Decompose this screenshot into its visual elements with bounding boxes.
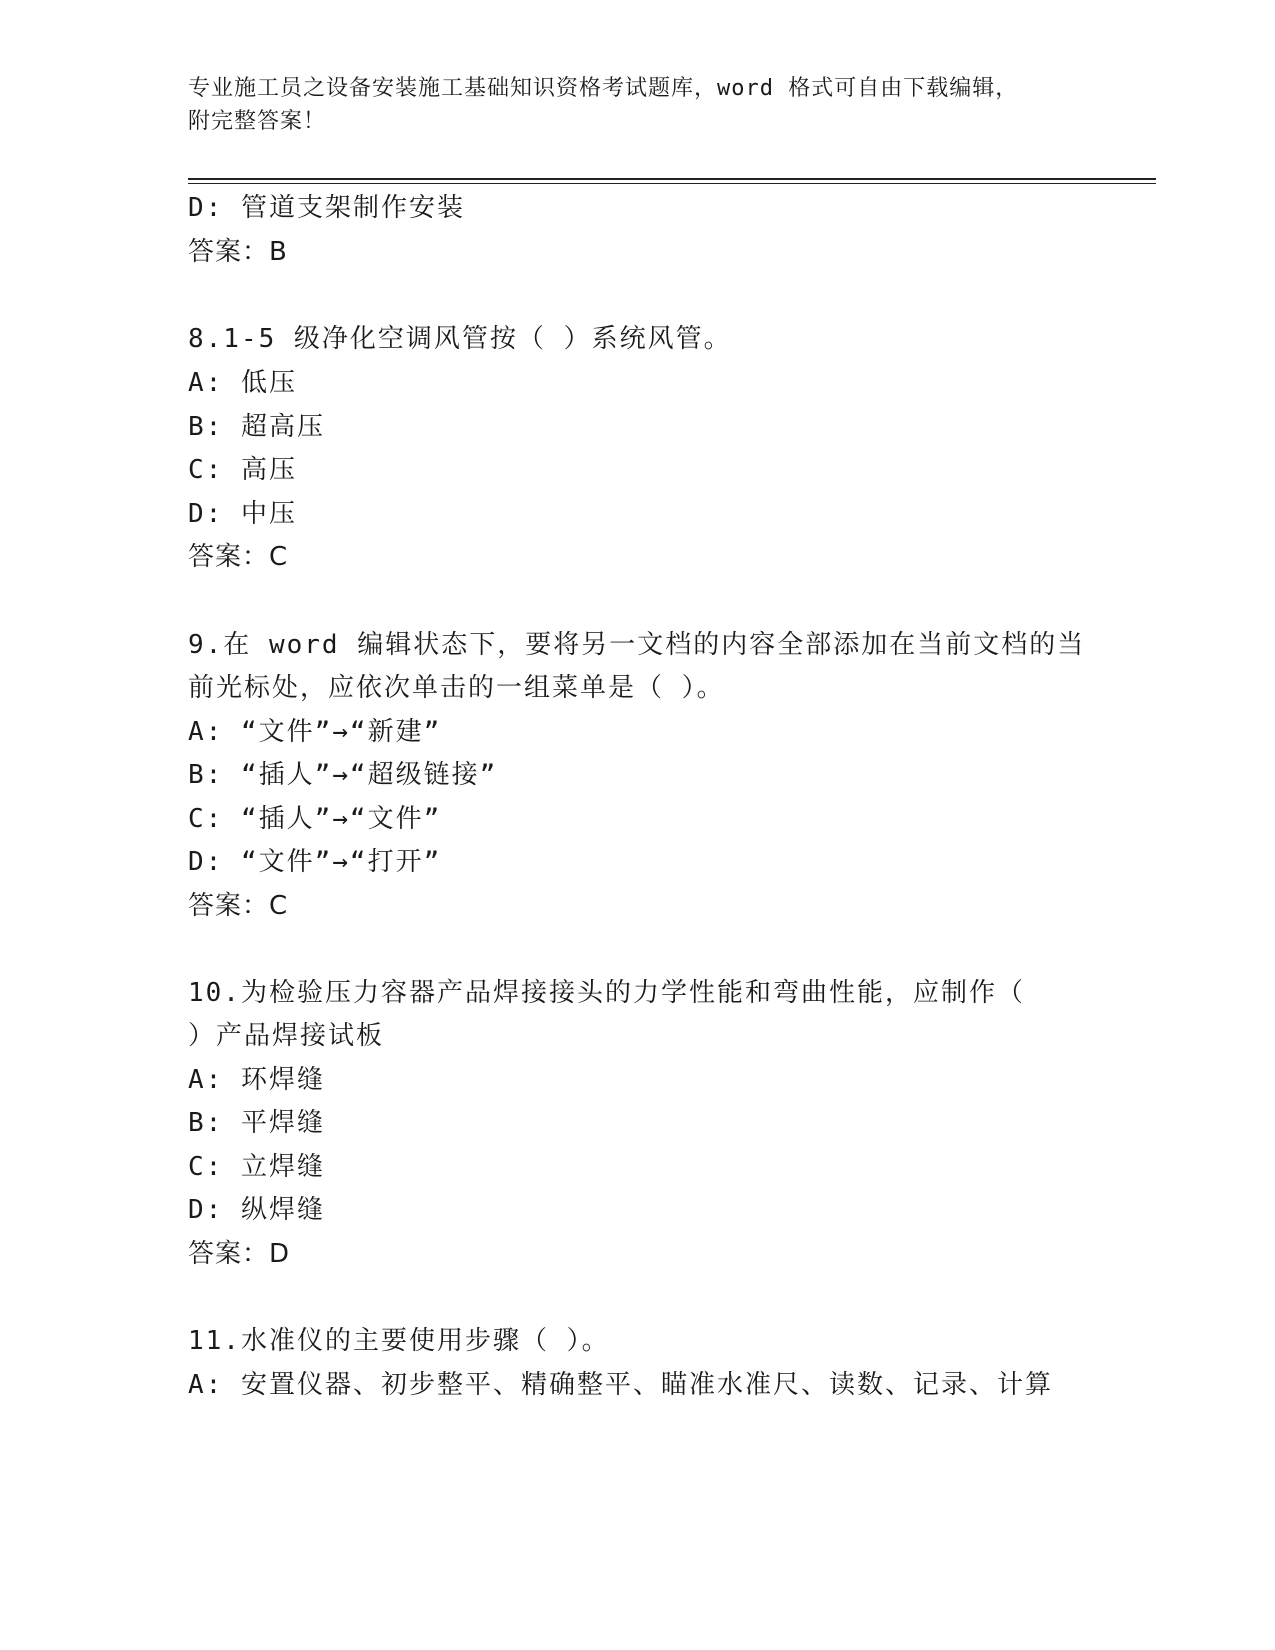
q9-option-c: C: “插人”→“文件”: [188, 804, 442, 834]
document-header: [188, 72, 1068, 138]
q9-answer: 答案：C: [188, 891, 289, 921]
q8-option-b: B: 超高压: [188, 412, 325, 442]
q8-option-d: D: 中压: [188, 499, 297, 529]
q10-option-b: B: 平焊缝: [188, 1108, 325, 1138]
q8-stem: 8.1-5 级净化空调风管按（ ）系统风管。: [188, 324, 732, 354]
q10-answer: 答案：D: [188, 1239, 291, 1269]
q10-option-a: A: 环焊缝: [188, 1065, 325, 1095]
q8-answer: 答案：C: [188, 542, 289, 572]
q8-option-a: A: 低压: [188, 368, 297, 398]
q9-option-a: A: “文件”→“新建”: [188, 717, 442, 747]
q9-option-d: D: “文件”→“打开”: [188, 847, 442, 877]
q9-stem-line-1: 9.在 word 编辑状态下，要将另一文档的内容全部添加在当前文档的当: [188, 630, 1086, 660]
header-line-1: 专业施工员之设备安装施工基础知识资格考试题库，word 格式可自由下载编辑，: [188, 76, 1019, 101]
q10-stem-line-1: 10.为检验压力容器产品焊接接头的力学性能和弯曲性能，应制作（: [188, 978, 1025, 1008]
q7-answer: 答案：B: [188, 237, 288, 267]
q10-option-d: D: 纵焊缝: [188, 1195, 325, 1225]
q9-stem-line-2: 前光标处，应依次单击的一组菜单是（ ）。: [188, 673, 725, 703]
q11-option-a: A: 安置仪器、初步整平、精确整平、瞄准水准尺、读数、记录、计算: [188, 1370, 1053, 1400]
q7-option-d: D: 管道支架制作安装: [188, 193, 465, 223]
header-line-2: 附完整答案！: [188, 109, 327, 134]
q9-option-b: B: “插人”→“超级链接”: [188, 760, 498, 790]
q11-stem: 11.水准仪的主要使用步骤（ ）。: [188, 1326, 610, 1356]
q10-stem-line-2: ）产品焊接试板: [188, 1021, 385, 1051]
header-divider: [188, 178, 1156, 180]
q10-option-c: C: 立焊缝: [188, 1152, 325, 1182]
q8-option-c: C: 高压: [188, 455, 297, 485]
header-divider-thin: [188, 183, 1156, 184]
